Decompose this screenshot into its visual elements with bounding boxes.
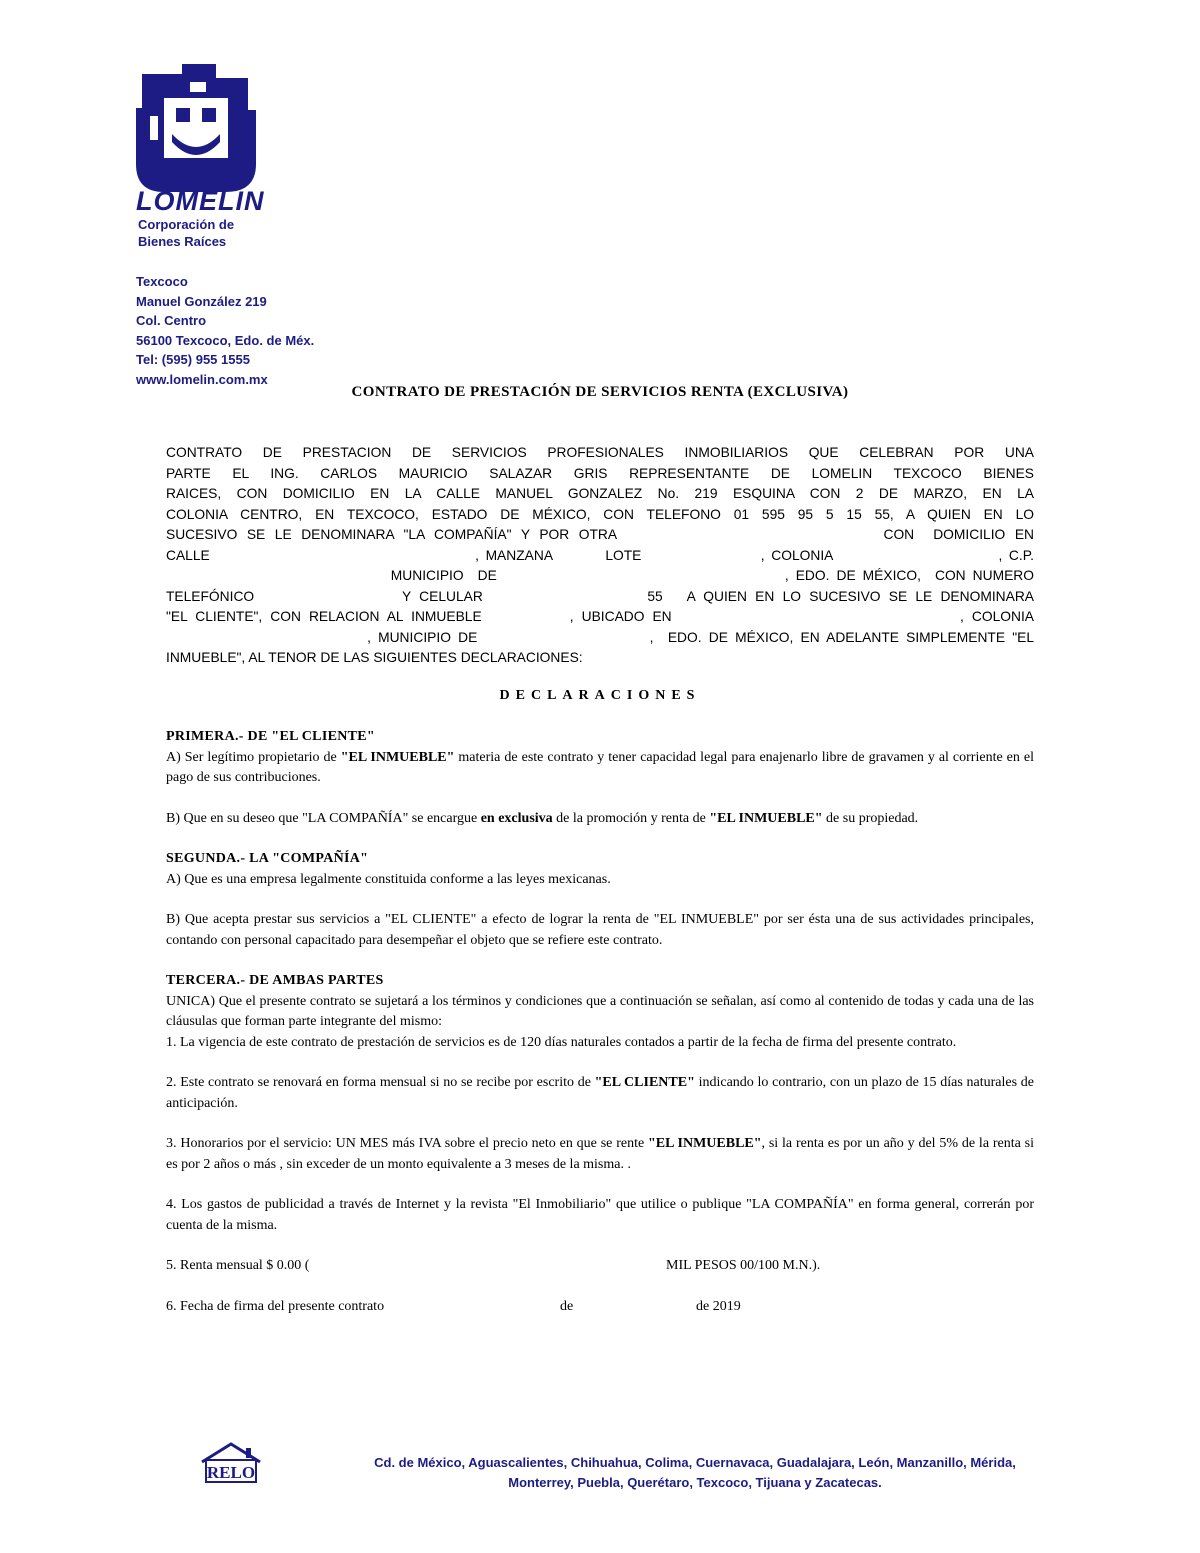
clause-2 [166,1073,1034,1114]
relo-logo-text: RELO [206,1463,256,1482]
tercera-unica: UNICA) Que el presente contrato se sujetará a los términos y condiciones que a continuación se señalan, así como al contenido de todas y cada una de las cláusulas que forman parte integrante del mismo: [166,993,1034,1029]
intro-line: "EL CLIENTE", CON RELACION AL INMUEBLE , UBICADO EN , COLONIA [166,609,1034,624]
intro-line: , MUNICIPIO DE , EDO. DE MÉXICO, EN ADELANTE SIMPLEMENTE "EL [166,629,1034,645]
footer-cities-line-2: Monterrey, Puebla, Querétaro, Texcoco, Tijuana y Zacatecas. [508,1475,882,1490]
clause-3 [166,1134,1034,1175]
clause-5 [166,1256,1034,1277]
clause-1: 1. La vigencia de este contrato de prestación de servicios es de 120 días naturales contados a partir de la fecha de firma del presente contrato. [166,1034,957,1050]
text-segment: de su propiedad. [822,810,919,826]
relo-logo-icon [198,1442,264,1486]
office-city: Texcoco [136,274,188,289]
office-street: Manuel González 219 [136,293,267,309]
contract-title: CONTRATO DE PRESTACIÓN DE SERVICIOS RENTA (EXCLUSIVA) [351,384,849,400]
text-segment: A) Ser legítimo propietario de [166,749,341,765]
brand-name: LOMELIN [136,186,265,216]
intro-line: COLONIA CENTRO, EN TEXCOCO, ESTADO DE MÉXICO, CON TELEFONO 01 595 95 5 15 55, A QUIEN EN LO [166,506,1034,522]
brand-block [136,186,265,250]
clause-4: 4. Los gastos de publicidad a través de Internet y la revista "El Inmobiliario" que utilice o publique "LA COMPAÑÍA" en forma general, correrán por cuenta de la misma. [166,1197,1034,1233]
text-bold: "EL INMUEBLE" [648,1136,762,1151]
office-phone: Tel: (595) 955 1555 [136,352,250,367]
text-bold: en exclusiva [480,810,553,826]
clause-6-label: 6. Fecha de firma del presente contrato [166,1298,385,1314]
text-segment: 2. Este contrato se renovará en forma mensual si no se recibe por escrito de [166,1075,595,1090]
office-colony: Col. Centro [136,313,207,328]
clause-6 [166,1297,1034,1318]
footer-cities-line-1: Cd. de México, Aguascalientes, Chihuahua, Colima, Cuernavaca, Guadalajara, León, Manzanillo, Mérida, [374,1455,1016,1470]
intro-line: SUCESIVO SE LE DENOMINARA "LA COMPAÑÍA" Y POR OTRA CON DOMICILIO EN [166,527,1034,542]
footer-cities [300,1453,1090,1493]
brand-subtitle-2: Bienes Raíces [138,234,227,249]
text-segment: 3. Honorarios por el servicio: UN MES más IVA sobre el precio neto en que se rente [166,1136,649,1151]
primera-b [166,809,1034,830]
clause-6-de: de [560,1298,574,1314]
segunda-b: B) Que acepta prestar sus servicios a "EL CLIENTE" a efecto de lograr la renta de "EL INMUEBLE" por ser ésta una de sus actividades principales, contando con personal capacitado para desempeñar el objeto que se refiere este contrato. [166,912,1034,948]
primera-a [166,748,1034,789]
text-segment: indicando lo contrario, con un plazo de 15 días naturales de anticipación. [166,1075,1034,1111]
text-bold: "EL INMUEBLE" [340,749,455,765]
intro-line: RAICES, CON DOMICILIO EN LA CALLE MANUEL GONZALEZ No. 219 ESQUINA CON 2 DE MARZO, EN LA [166,486,1034,501]
text-bold: "EL CLIENTE" [594,1075,695,1090]
clause-6-year: de 2019 [696,1298,741,1314]
clause-5-amount-words: MIL PESOS 00/100 M.N.). [666,1258,821,1273]
brand-subtitle-1: Corporación de [138,217,235,232]
contract-body [166,727,1034,1317]
intro-line: CALLE , MANZANA LOTE , COLONIA , C.P. [166,547,1034,563]
contract-intro [166,443,1034,669]
intro-line: INMUEBLE", AL TENOR DE LAS SIGUIENTES DECLARACIONES: [166,650,583,665]
intro-line: MUNICIPIO DE , EDO. DE MÉXICO, CON NUMERO [166,568,1034,583]
office-address [136,272,314,389]
segunda-a: A) Que es una empresa legalmente constituida conforme a las leyes mexicanas. [166,871,611,887]
text-segment: B) Que en su deseo que "LA COMPAÑÍA" se encargue [166,810,481,826]
office-website-link[interactable]: www.lomelin.com.mx [136,371,268,387]
intro-line: PARTE EL ING. CARLOS MAURICIO SALAZAR GRIS REPRESENTANTE DE LOMELIN TEXCOCO BIENES [166,465,1034,481]
intro-line: CONTRATO DE PRESTACION DE SERVICIOS PROFESIONALES INMOBILIARIOS QUE CELEBRAN POR UNA [166,445,1034,460]
primera-heading: PRIMERA.- DE "EL CLIENTE" [166,729,375,744]
office-zip: 56100 Texcoco, Edo. de Méx. [136,332,315,348]
clause-5-label: 5. Renta mensual $ 0.00 ( [166,1258,310,1273]
text-segment: de la promoción y renta de [552,810,710,826]
declarations-heading: DECLARACIONES [499,688,701,703]
text-segment: materia de este contrato y tener capacidad legal para enajenarlo libre de gravamen y al corriente en el pago de sus contribuciones. [166,749,1034,785]
tercera-heading: TERCERA.- DE AMBAS PARTES [166,973,384,988]
text-segment: , si la renta es por un año y del 5% de la renta si es por 2 años o más , sin exceder de un monto equivalente a 3 meses de la misma. . [166,1136,1035,1172]
text-bold: "EL INMUEBLE" [709,810,823,826]
intro-line: TELEFÓNICO Y CELULAR 55 A QUIEN EN LO SUCESIVO SE LE DENOMINARA [166,588,1034,604]
segunda-heading: SEGUNDA.- LA "COMPAÑÍA" [166,851,369,866]
lomelin-logo-icon [136,64,256,192]
